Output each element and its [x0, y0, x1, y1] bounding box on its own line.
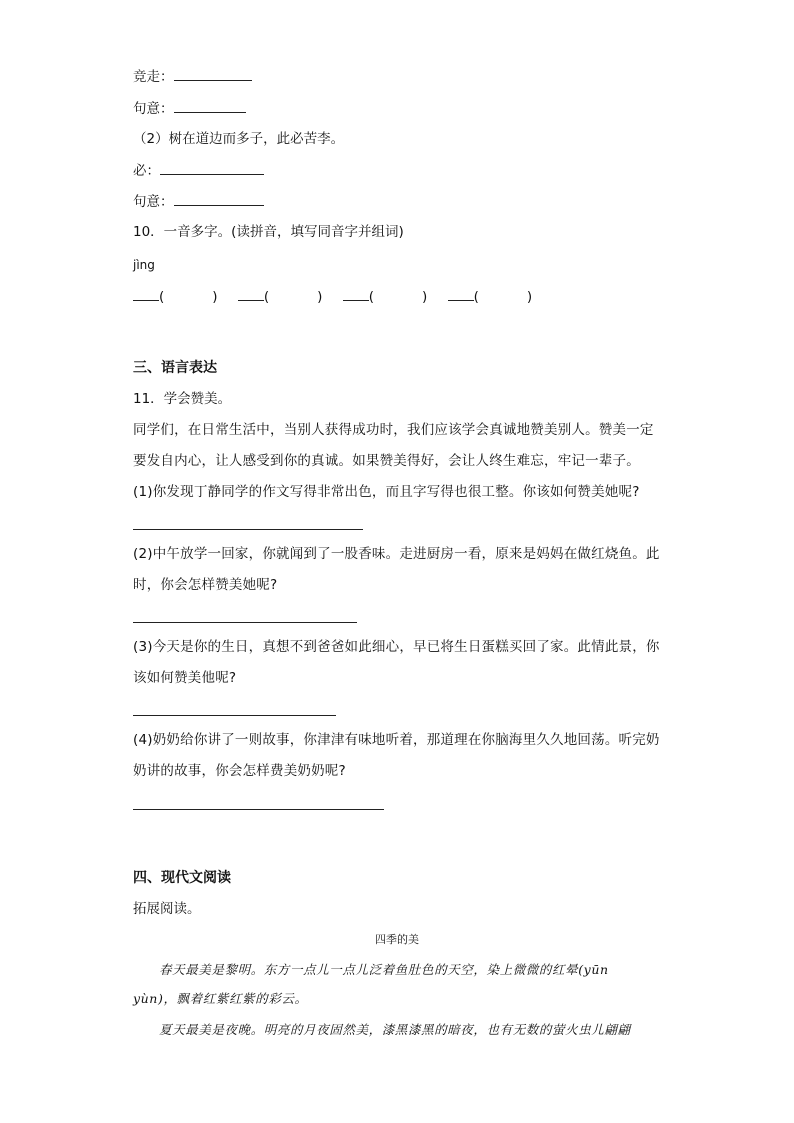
q11-intro-line-2: 要发自内心，让人感受到你的真诚。如果赞美得好，会让人终生难忘，牢记一辈子。 [133, 453, 640, 469]
q11-title: 11．学会赞美。 [133, 391, 232, 407]
char-blank[interactable] [133, 286, 159, 301]
q11-prompt-4-line-2: 奶讲的故事，你会怎样费美奶奶呢? [133, 763, 346, 779]
q9-sub2: （2）树在道边而多子，此必苦李。 [133, 131, 345, 147]
answer-blank[interactable] [174, 98, 246, 113]
section-4-subheading: 拓展阅读。 [133, 901, 201, 917]
q10-group [133, 286, 218, 307]
passage-para-2-line-1: 夏天最美是夜晚。明亮的月夜固然美，漆黑漆黑的暗夜，也有无数的萤火虫儿翩翩 [159, 1022, 631, 1037]
passage-para-1-cont [133, 984, 663, 1013]
q10-group [448, 286, 533, 307]
paren-close: ) [526, 289, 533, 305]
q9-line-jingzou [133, 66, 252, 87]
paren-close: ) [317, 289, 323, 305]
answer-line-3[interactable] [133, 715, 336, 716]
paren-open: ( [263, 289, 270, 305]
q11-intro [133, 415, 663, 477]
q9-line-juyi-2 [133, 191, 264, 212]
char-blank[interactable] [448, 286, 474, 301]
passage-title: 四季的美 [375, 933, 419, 946]
q11-intro-line-1: 同学们，在日常生活中，当别人获得成功时，我们应该学会真诚地赞美别人。赞美一定 [133, 422, 654, 438]
char-blank[interactable] [343, 286, 369, 301]
answer-blank[interactable] [174, 191, 264, 206]
q11-prompt-4-line-1: (4)奶奶给你讲了一则故事，你津津有味地听着，那道理在你脑海里久久地回荡。听完奶 [133, 732, 660, 748]
answer-line-2[interactable] [133, 622, 357, 623]
answer-blank[interactable] [160, 160, 264, 175]
q11-prompt-3-line-2: 该如何赞美他呢? [133, 670, 237, 686]
q9-line-bi [133, 160, 264, 181]
paren-close: ) [212, 289, 218, 305]
q9-label-juyi-1: 句意： [133, 101, 174, 117]
q9-label-jingzou: 竞走： [133, 69, 174, 85]
passage-para-2 [133, 1015, 663, 1044]
paren-open: ( [473, 289, 479, 305]
section-3-heading: 三、语言表达 [133, 360, 217, 376]
q11-prompt-1-text: (1)你发现丁静同学的作文写得非常出色，而且字写得也很工整。你该如何赞美她呢? [133, 484, 640, 500]
passage-para-1-line-1: 春天最美是黎明。东方一点儿一点儿泛着鱼肚色的天空，染上微微的红晕(yūn [159, 962, 609, 977]
q11-prompt-1 [133, 477, 663, 508]
passage-para-1-line-2: yùn)，飘着红紫红紫的彩云。 [133, 991, 308, 1006]
q9-label-bi: 必： [133, 163, 160, 179]
q9-label-juyi-2: 句意： [133, 194, 174, 210]
q10-pinyin: jìng [133, 258, 155, 272]
section-4-heading: 四、现代文阅读 [133, 870, 231, 886]
answer-blank[interactable] [174, 66, 252, 81]
answer-line-1[interactable] [133, 529, 363, 530]
q10-group [238, 286, 323, 307]
q11-prompt-2 [133, 539, 663, 601]
paren-close: ) [422, 289, 428, 305]
q10-title: 10．一音多字。(读拼音，填写同音字并组词) [133, 224, 404, 240]
q11-prompt-3 [133, 632, 663, 694]
q11-prompt-2-line-2: 时，你会怎样赞美她呢? [133, 577, 278, 593]
paren-open: ( [368, 289, 374, 305]
q11-prompt-4 [133, 725, 663, 787]
answer-line-4[interactable] [133, 809, 384, 810]
passage-para-1 [133, 955, 663, 984]
q10-group [343, 286, 428, 307]
q11-prompt-3-line-1: (3)今天是你的生日，真想不到爸爸如此细心，早已将生日蛋糕买回了家。此情此景，你 [133, 639, 660, 655]
char-blank[interactable] [238, 286, 264, 301]
q10-blanks-row [133, 286, 548, 307]
paren-open: ( [159, 289, 165, 305]
q11-prompt-2-line-1: (2)中午放学一回家，你就闻到了一股香味。走进厨房一看，原来是妈妈在做红烧鱼。此 [133, 546, 660, 562]
q9-line-juyi-1 [133, 98, 246, 119]
